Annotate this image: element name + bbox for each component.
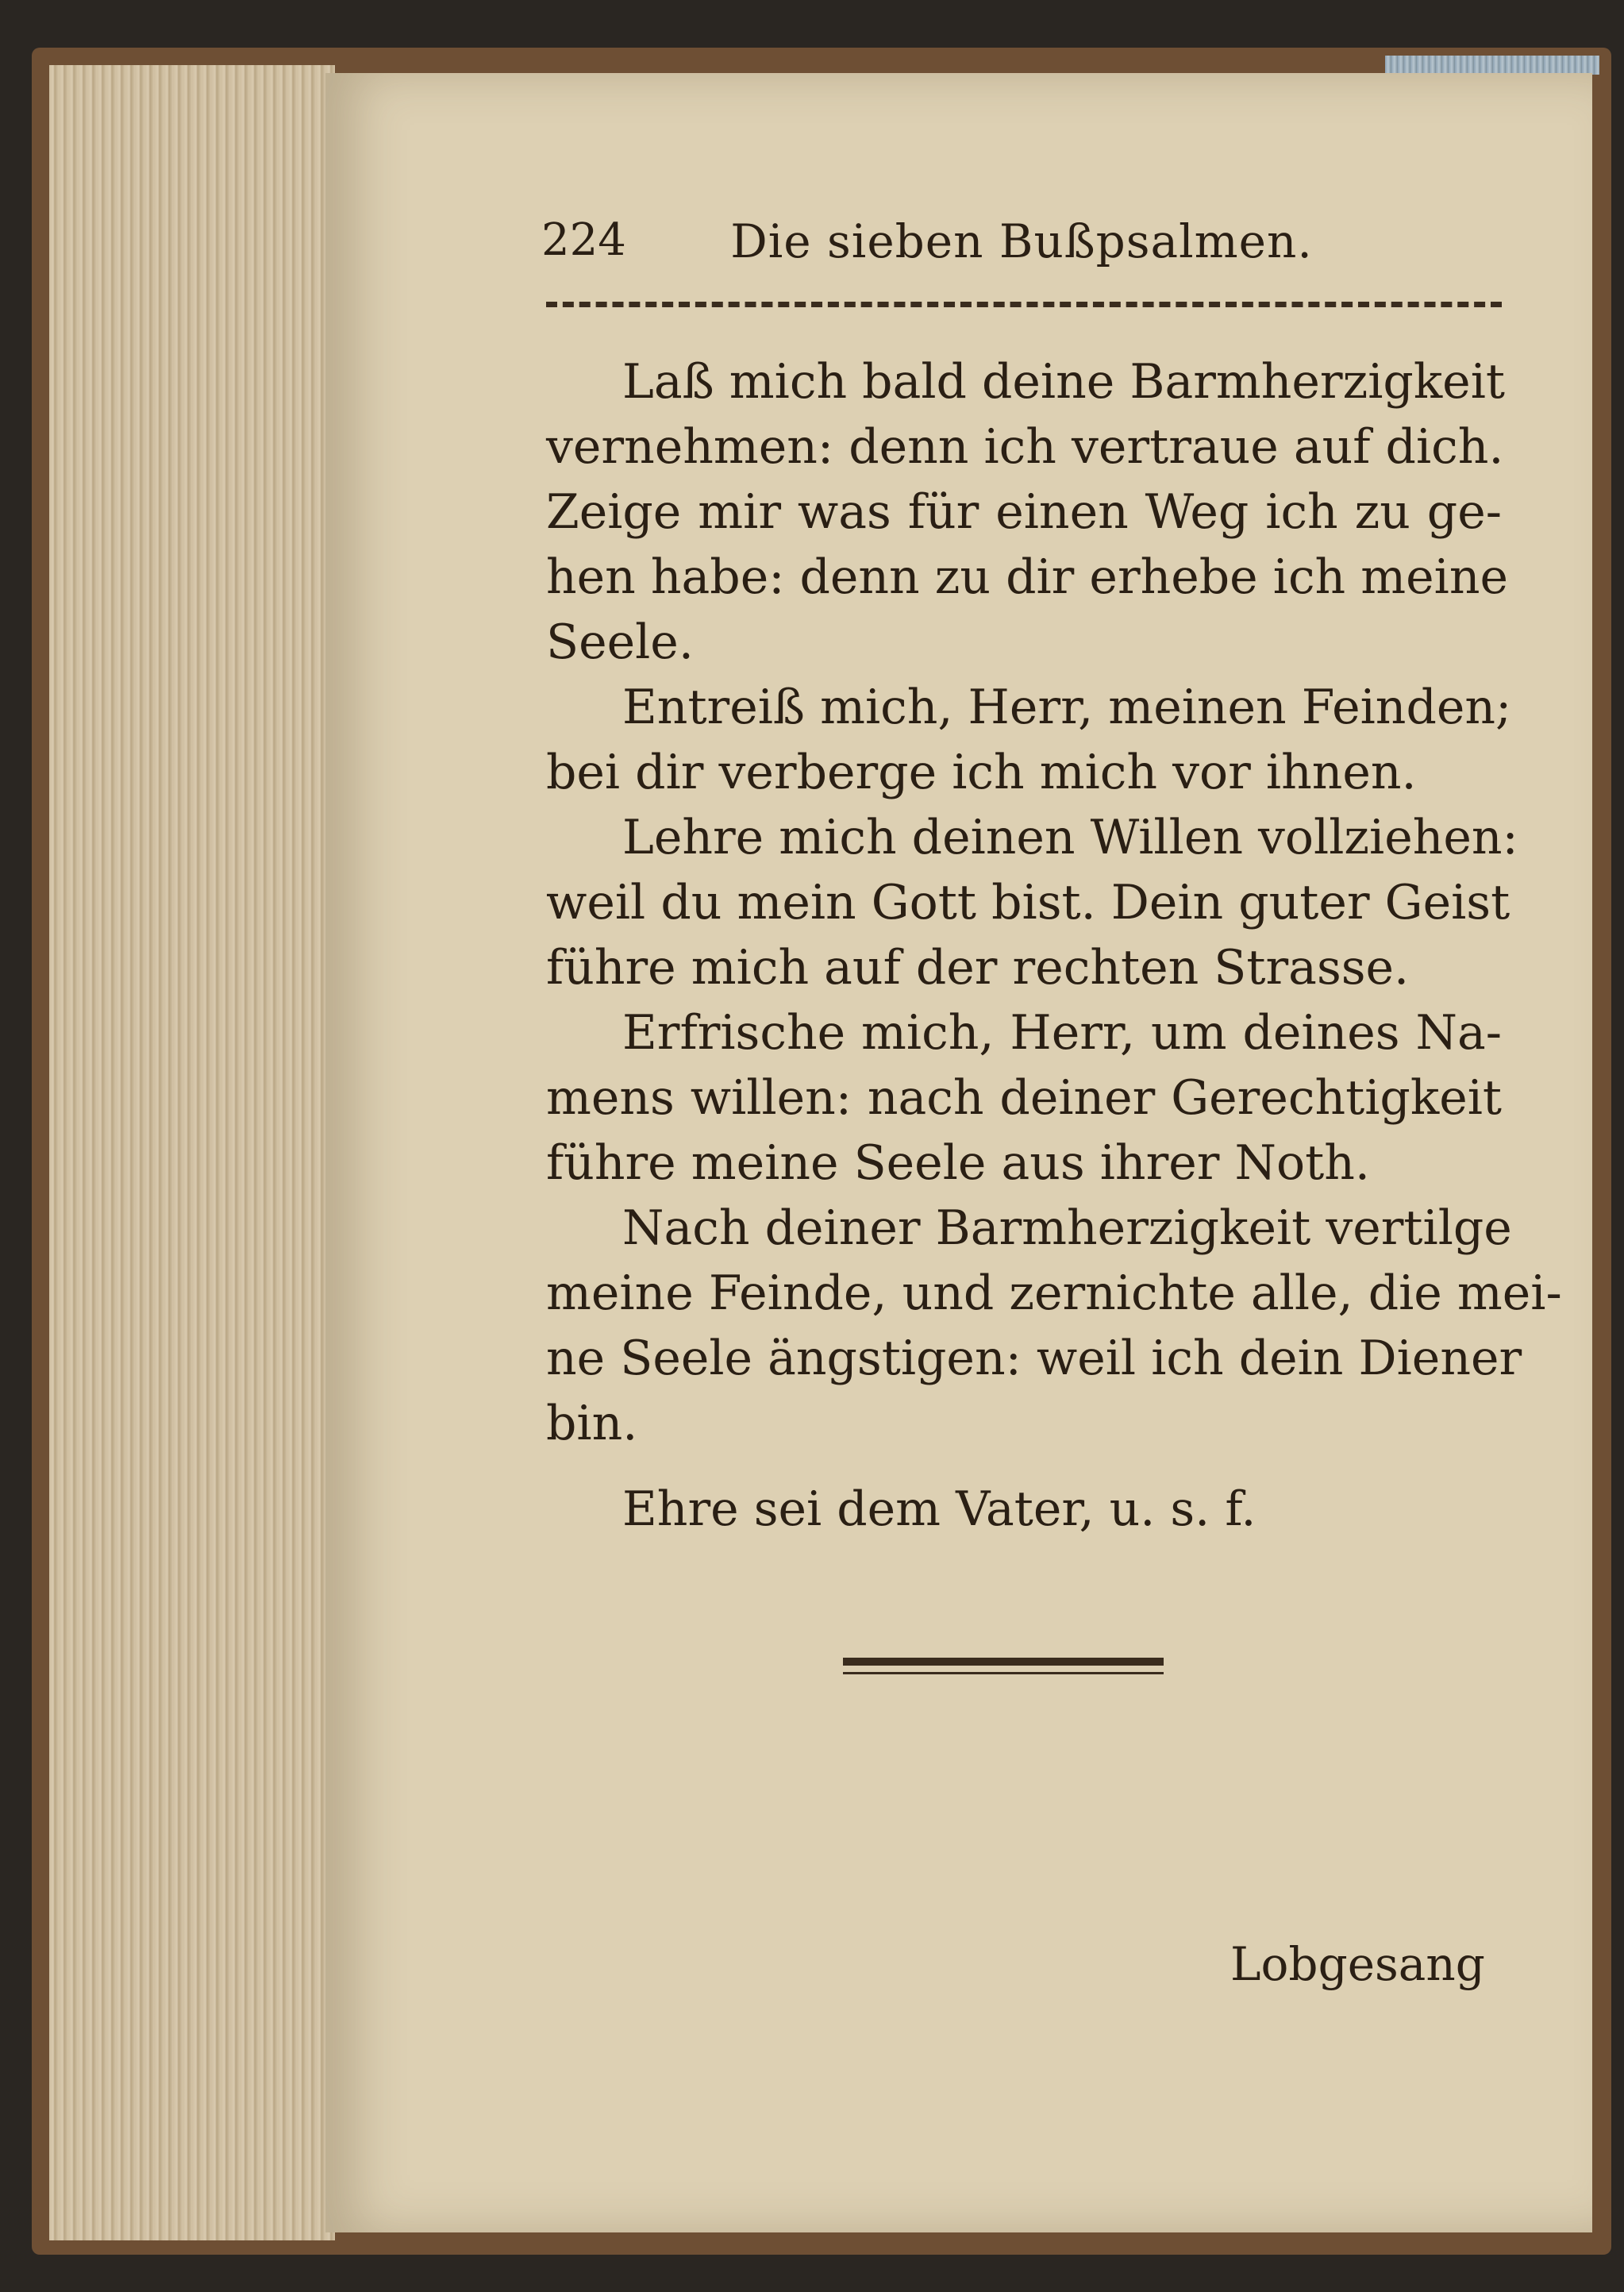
text-line: Nach deiner Barmherzigkeit vertilge [622,1200,1512,1256]
running-title: Die sieben Bußpsalmen. [730,214,1313,268]
text-line: hen habe: denn zu dir erhebe ich meine [546,549,1509,605]
doxology: Ehre sei dem Vater, u. s. f. [622,1481,1256,1537]
text-line: Zeige mir was für einen Weg ich zu ge- [546,484,1502,540]
ribbon-bookmark [1385,56,1599,75]
text-line: ne Seele ängstigen: weil ich dein Diener [546,1331,1522,1386]
page-number: 224 [541,214,626,266]
header-rule [546,302,1502,307]
text-line: meine Feinde, und zernichte alle, die mei- [546,1265,1562,1321]
ornament-thin-line [843,1672,1164,1674]
text-line: weil du mein Gott bist. Dein guter Geist [546,875,1510,930]
text-line: Entreiß mich, Herr, meinen Feinden; [622,680,1512,735]
text-line: Erfrische mich, Herr, um deines Na- [622,1005,1502,1061]
catchword: Lobgesang [1230,1937,1485,1991]
ornament-rule [843,1658,1164,1678]
text-line: mens willen: nach deiner Gerechtigkeit [546,1070,1502,1126]
text-line: Lehre mich deinen Willen vollziehen: [622,810,1518,865]
text-line: führe mich auf der rechten Strasse. [546,940,1410,996]
text-line: bei dir verberge ich mich vor ihnen. [546,745,1417,800]
text-line: Laß mich bald deine Barmherzigkeit [622,354,1505,410]
text-line: bin. [546,1396,638,1451]
text-line: Seele. [546,614,694,670]
ornament-thick-line [843,1658,1164,1666]
psalm-text [546,349,1562,1456]
page-header [541,214,1502,278]
text-line: führe meine Seele aus ihrer Noth. [546,1135,1370,1191]
page-edges [49,65,335,2240]
text-line: vernehmen: denn ich vertraue auf dich. [546,419,1504,475]
